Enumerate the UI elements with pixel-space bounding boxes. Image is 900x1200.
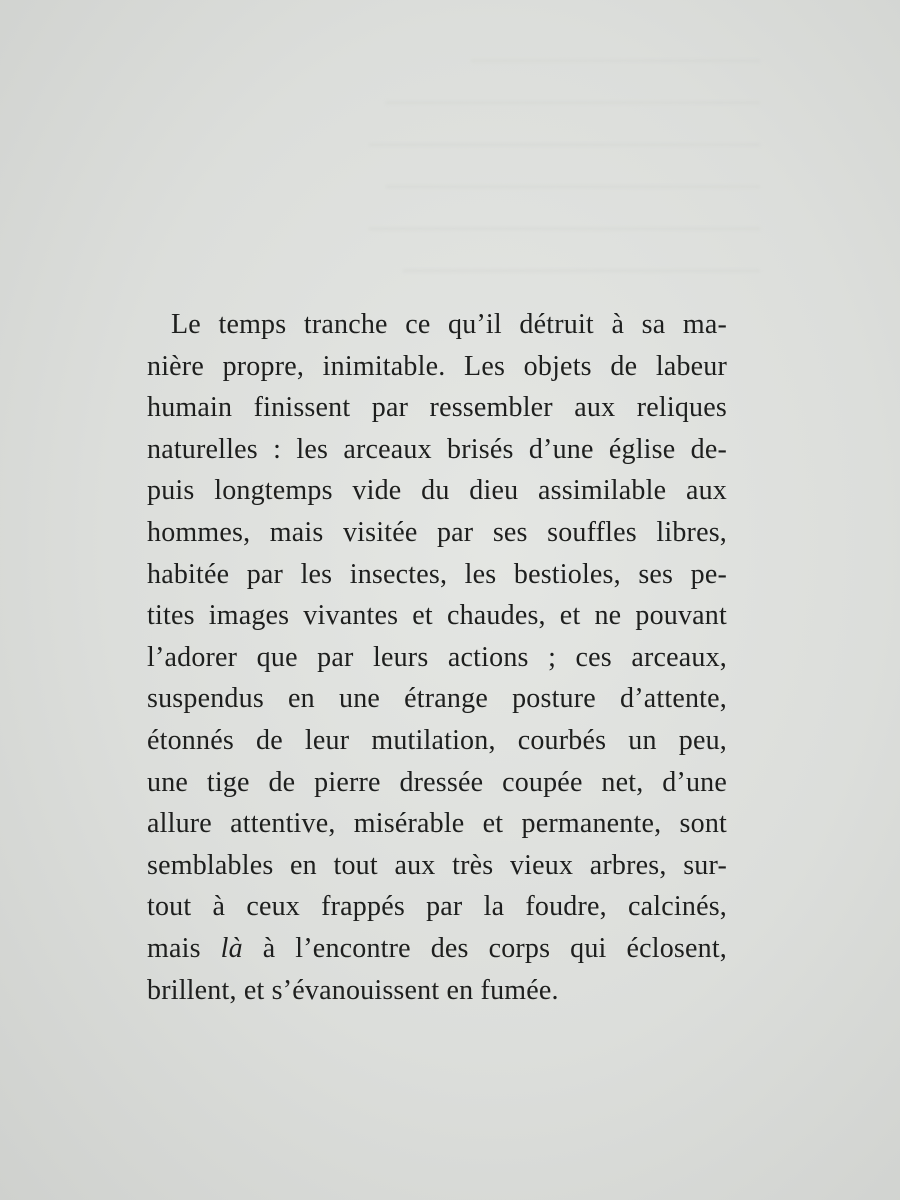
text-line: tout à ceux frappés par la foudre, calcinés, <box>147 891 727 923</box>
bleed-through-text: ───────────────── ────────────────────── ─────────────────────── ────────────────────── ─────────────────────── ───────────────────── <box>368 48 760 284</box>
text-line: nière propre, inimitable. Les objets de labeur <box>147 350 727 382</box>
text-line: habitée par les insectes, les bestioles, ses pe- <box>147 558 727 590</box>
text-line-mixed <box>147 928 727 970</box>
text-line: suspendus en une étrange posture d’attente, <box>147 683 727 715</box>
text-segment: mais <box>147 932 201 964</box>
text-line: naturelles : les arceaux brisés d’une église de- <box>147 433 727 465</box>
paragraph <box>147 304 727 1011</box>
text-line: Le temps tranche ce qu’il détruit à sa ma- <box>171 309 727 340</box>
text-line: hommes, mais visitée par ses souffles libres, <box>147 516 727 548</box>
text-line: une tige de pierre dressée coupée net, d’une <box>147 766 727 798</box>
italic-word: là <box>220 932 243 964</box>
text-line: puis longtemps vide du dieu assimilable aux <box>147 475 727 507</box>
text-line: allure attentive, misérable et permanente, sont <box>147 808 727 840</box>
text-line: étonnés de leur mutilation, courbés un peu, <box>147 724 727 756</box>
text-line: humain finissent par ressembler aux reliques <box>147 392 727 424</box>
text-line: tites images vivantes et chaudes, et ne pouvant <box>147 600 727 632</box>
text-segment: à l’encontre des corps qui éclosent, <box>262 932 728 964</box>
text-line: semblables en tout aux très vieux arbres, sur- <box>147 849 727 881</box>
text-line: l’adorer que par leurs actions ; ces arceaux, <box>147 641 727 673</box>
text-line: brillent, et s’évanouissent en fumée. <box>147 974 559 1006</box>
